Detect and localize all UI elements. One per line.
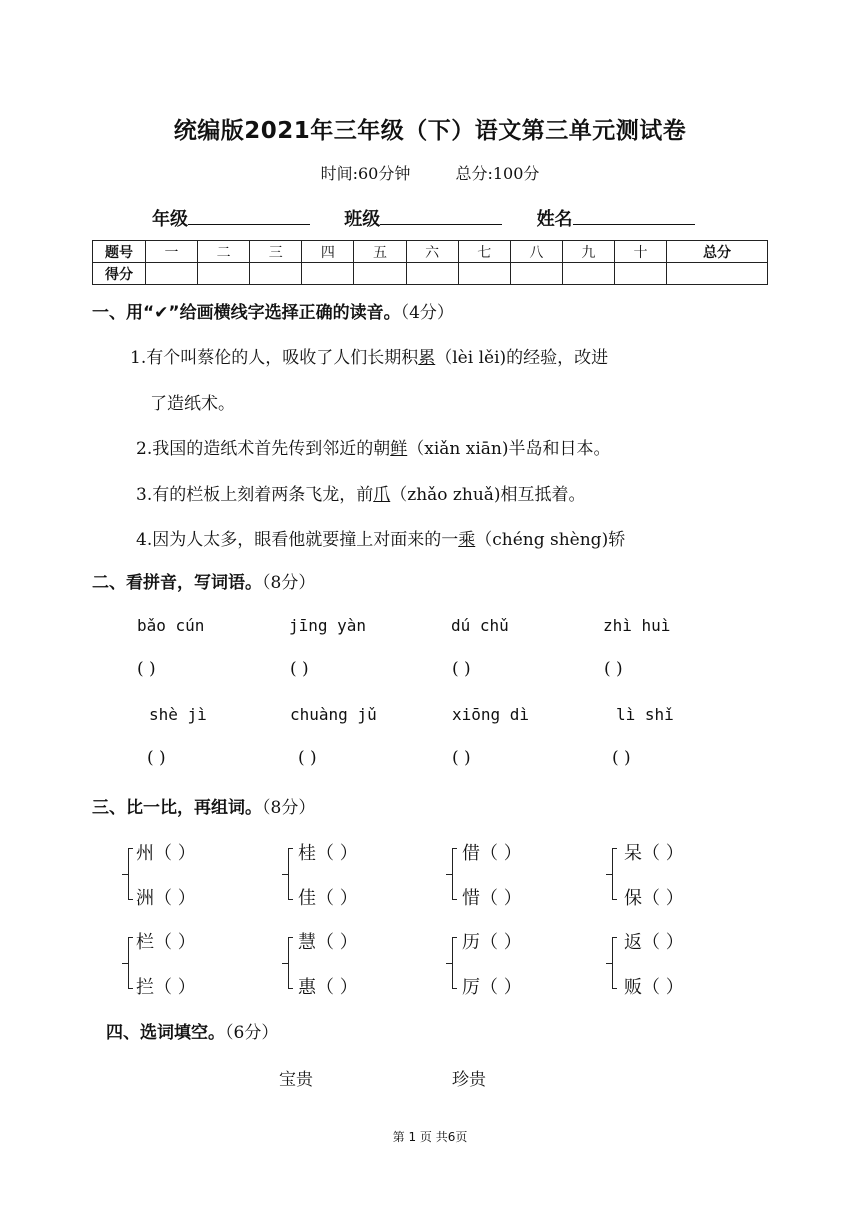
compare-char: 惠 xyxy=(298,977,316,998)
compare-char: 厉 xyxy=(462,977,480,998)
pinyin-2: jīng yàn xyxy=(289,616,367,635)
answer-blank[interactable]: ( ) xyxy=(612,748,631,768)
answer-blank[interactable]: （ ） xyxy=(642,888,684,909)
underlined-char: 鲜 xyxy=(390,439,408,459)
compare-char: 保 xyxy=(624,888,642,909)
score-row-label-score: 得分 xyxy=(93,263,146,285)
section-2-points: （8分） xyxy=(262,573,316,593)
score-col-5: 五 xyxy=(354,241,406,263)
compare-item xyxy=(624,884,684,910)
pinyin-options[interactable]: （lèi lěi)的经验，改进 xyxy=(435,348,609,368)
score-cell[interactable] xyxy=(146,263,198,285)
score-row-label-question: 题号 xyxy=(93,241,146,263)
underlined-char: 累 xyxy=(418,348,436,368)
pinyin-options[interactable]: （zhǎo zhuǎ)相互抵着。 xyxy=(390,485,586,505)
grade-blank[interactable] xyxy=(188,206,310,225)
score-col-9: 九 xyxy=(562,241,614,263)
score-cell[interactable] xyxy=(354,263,406,285)
section-1-heading xyxy=(92,298,454,323)
answer-blank[interactable]: （ ） xyxy=(642,977,684,998)
question-1-1 xyxy=(130,343,608,368)
answer-blank[interactable]: （ ） xyxy=(316,977,358,998)
score-cell[interactable] xyxy=(250,263,302,285)
question-1-2 xyxy=(136,434,611,459)
compare-char: 贩 xyxy=(624,977,642,998)
question-1-3 xyxy=(136,480,586,505)
page-title: 统编版2021年三年级（下）语文第三单元测试卷 xyxy=(173,118,687,144)
answer-blank[interactable]: （ ） xyxy=(154,932,196,953)
name-blank[interactable] xyxy=(573,206,695,225)
word-option-1: 宝贵 xyxy=(279,1070,313,1090)
compare-char: 呆 xyxy=(624,843,642,864)
compare-item xyxy=(298,928,358,954)
section-3-points: （8分） xyxy=(262,798,316,818)
score-col-8: 八 xyxy=(510,241,562,263)
pinyin-5: shè jì xyxy=(149,705,207,724)
answer-blank[interactable]: （ ） xyxy=(480,888,522,909)
score-cell[interactable] xyxy=(458,263,510,285)
compare-char: 慧 xyxy=(298,932,316,953)
question-text: 1.有个叫蔡伦的人，吸收了人们长期积 xyxy=(130,348,419,368)
answer-blank[interactable]: （ ） xyxy=(316,888,358,909)
pinyin-7: xiōng dì xyxy=(452,705,530,724)
answer-blank[interactable]: ( ) xyxy=(452,748,471,768)
student-info xyxy=(152,205,695,231)
score-cell[interactable] xyxy=(302,263,354,285)
answer-blank[interactable]: （ ） xyxy=(642,932,684,953)
pinyin-8: lì shǐ xyxy=(616,705,674,724)
answer-blank[interactable]: （ ） xyxy=(642,843,684,864)
section-4-heading xyxy=(106,1018,278,1043)
compare-item xyxy=(462,884,522,910)
brace-icon xyxy=(128,937,135,989)
compare-item xyxy=(624,973,684,999)
question-text: 4.因为人太多，眼看他就要撞上对面来的一 xyxy=(136,530,459,550)
answer-blank[interactable]: （ ） xyxy=(480,932,522,953)
brace-icon xyxy=(288,937,295,989)
compare-item xyxy=(298,973,358,999)
brace-icon xyxy=(452,848,459,900)
compare-char: 佳 xyxy=(298,888,316,909)
score-col-6: 六 xyxy=(406,241,458,263)
score-cell[interactable] xyxy=(406,263,458,285)
underlined-char: 爪 xyxy=(373,485,391,505)
compare-item xyxy=(298,884,358,910)
pinyin-3: dú chǔ xyxy=(451,616,509,635)
section-4-title: 四、选词填空。 xyxy=(106,1023,225,1043)
pinyin-4: zhì huì xyxy=(603,616,671,635)
total-label: 总分:100分 xyxy=(455,164,540,183)
score-col-10: 十 xyxy=(614,241,666,263)
answer-blank[interactable]: ( ) xyxy=(147,748,166,768)
brace-icon xyxy=(612,937,619,989)
answer-blank[interactable]: （ ） xyxy=(480,977,522,998)
compare-char: 洲 xyxy=(136,888,154,909)
section-2-title: 二、看拼音，写词语。 xyxy=(92,573,262,593)
compare-char: 拦 xyxy=(136,977,154,998)
underlined-char: 乘 xyxy=(458,530,476,550)
question-text: 3.有的栏板上刻着两条飞龙，前 xyxy=(136,485,374,505)
question-text: 2.我国的造纸术首先传到邻近的朝 xyxy=(136,439,391,459)
score-table-header-row xyxy=(93,241,768,263)
pinyin-6: chuàng jǔ xyxy=(290,705,377,724)
score-cell[interactable] xyxy=(562,263,614,285)
section-1-title: 一、用“✔”给画横线字选择正确的读音。 xyxy=(92,303,401,323)
score-col-7: 七 xyxy=(458,241,510,263)
exam-meta xyxy=(0,161,860,184)
compare-item xyxy=(136,839,196,865)
compare-char: 栏 xyxy=(136,932,154,953)
answer-blank[interactable]: （ ） xyxy=(154,843,196,864)
brace-icon xyxy=(128,848,135,900)
pinyin-1: bǎo cún xyxy=(137,616,205,635)
answer-blank[interactable]: （ ） xyxy=(316,843,358,864)
pinyin-options[interactable]: （xiǎn xiān)半岛和日本。 xyxy=(407,439,611,459)
answer-blank[interactable]: （ ） xyxy=(154,977,196,998)
score-col-2: 二 xyxy=(198,241,250,263)
section-3-heading xyxy=(92,793,315,818)
compare-item xyxy=(136,928,196,954)
brace-icon xyxy=(288,848,295,900)
question-1-4 xyxy=(136,525,625,550)
answer-blank[interactable]: ( ) xyxy=(137,659,156,679)
score-col-3: 三 xyxy=(250,241,302,263)
time-label: 时间:60分钟 xyxy=(320,164,411,183)
word-option-2: 珍贵 xyxy=(452,1070,486,1090)
answer-blank[interactable]: （ ） xyxy=(480,843,522,864)
compare-item xyxy=(136,884,196,910)
score-cell[interactable] xyxy=(198,263,250,285)
compare-char: 历 xyxy=(462,932,480,953)
score-col-1: 一 xyxy=(146,241,198,263)
compare-char: 桂 xyxy=(298,843,316,864)
compare-char: 返 xyxy=(624,932,642,953)
answer-blank[interactable]: （ ） xyxy=(316,932,358,953)
score-col-total: 总分 xyxy=(667,241,768,263)
class-blank[interactable] xyxy=(380,206,502,225)
compare-item xyxy=(624,839,684,865)
grade-label: 年级 xyxy=(152,209,188,230)
compare-item xyxy=(298,839,358,865)
compare-item xyxy=(462,928,522,954)
section-4-points: （6分） xyxy=(225,1023,279,1043)
compare-char: 惜 xyxy=(462,888,480,909)
answer-blank[interactable]: ( ) xyxy=(290,659,309,679)
brace-icon xyxy=(612,848,619,900)
section-1-points: （4分） xyxy=(400,303,454,323)
question-1-1-cont: 了造纸术。 xyxy=(150,394,235,414)
page-footer: 第 1 页 共6页 xyxy=(392,1130,468,1144)
score-cell[interactable] xyxy=(667,263,768,285)
score-cell[interactable] xyxy=(510,263,562,285)
score-table xyxy=(92,240,768,285)
answer-blank[interactable]: ( ) xyxy=(452,659,471,679)
answer-blank[interactable]: （ ） xyxy=(154,888,196,909)
pinyin-options[interactable]: （chéng shèng)轿 xyxy=(475,530,626,550)
compare-item xyxy=(624,928,684,954)
score-col-4: 四 xyxy=(302,241,354,263)
score-table-score-row xyxy=(93,263,768,285)
compare-item xyxy=(136,973,196,999)
answer-blank[interactable]: ( ) xyxy=(604,659,623,679)
name-label: 姓名 xyxy=(536,209,573,230)
answer-blank[interactable]: ( ) xyxy=(298,748,317,768)
compare-char: 州 xyxy=(136,843,154,864)
compare-item xyxy=(462,839,522,865)
brace-icon xyxy=(452,937,459,989)
score-cell[interactable] xyxy=(614,263,666,285)
section-2-heading xyxy=(92,568,315,593)
compare-char: 借 xyxy=(462,843,480,864)
class-label: 班级 xyxy=(344,209,381,230)
section-3-title: 三、比一比，再组词。 xyxy=(92,798,262,818)
compare-item xyxy=(462,973,522,999)
